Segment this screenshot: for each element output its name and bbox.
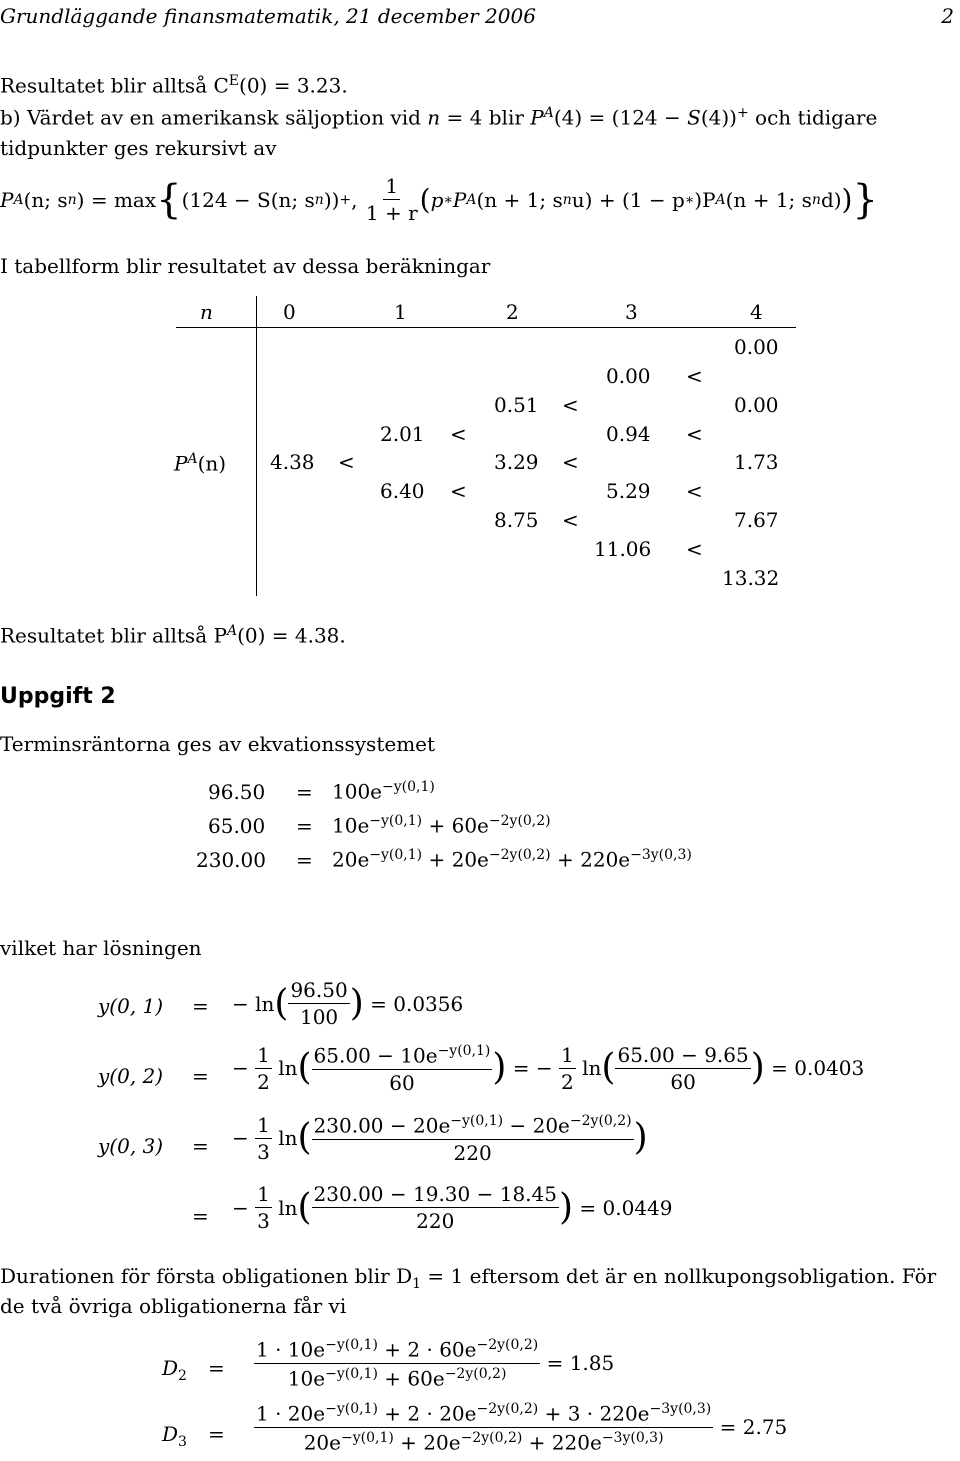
part-b-line1: b) Värdet av en amerikansk säljoption vid n = 4 blir $P^A(4) = (124 - S(4))^+$ och tidigare [0, 105, 878, 130]
table-col-3: 3 [625, 300, 638, 324]
result-call-sup: E [228, 73, 240, 89]
table-lt: < [686, 479, 703, 503]
table-lt: < [686, 422, 703, 446]
solution-3: − $\frac{1}{3}$ ln ( $\frac{230.00 - 20e^{-y(0,1)} - 20e^{-2y(0,2)}}{220}$ ) [232, 1112, 648, 1165]
formula-inner2-tail: (n + 1; s [725, 187, 812, 212]
solution-intro: vilket har lösningen [0, 936, 202, 960]
table-col-4: 4 [750, 300, 763, 324]
formula-inner2-end: d) [820, 187, 842, 212]
formula-inner1-tail: u) + (1 − p [571, 187, 685, 212]
running-header-title: Grundläggande finansmatematik, 21 december 2006 [0, 4, 536, 28]
table-lt: < [562, 393, 579, 417]
equation-row: $230.00 = 20e^{-y(0,1)} + 20e^{-2y(0,2)} + 220e^{-3y(0,3)}$ [196, 847, 692, 872]
part-b-mid: = 4 blir [440, 105, 531, 130]
table-value: 11.06 [594, 537, 652, 561]
table-value: 1.73 [734, 450, 779, 474]
result-put-text: Resultatet blir alltså P [0, 623, 227, 648]
solution-eq: = [192, 1134, 209, 1158]
result-put-paragraph [0, 624, 346, 646]
formula-term1: (124 − S(n; s [181, 187, 315, 212]
table-value: 8.75 [494, 508, 539, 532]
result-put-sup: A [226, 623, 238, 639]
part-b-line2: tidpunkter ges rekursivt av [0, 136, 277, 160]
solution-eq: = [192, 994, 209, 1018]
table-lt: < [562, 508, 579, 532]
table-intro: I tabellform blir resultatet av dessa beräkningar [0, 254, 491, 278]
table-header-rule [176, 327, 796, 328]
result-call-tail: (0) = 3.23. [239, 73, 348, 98]
table-lt: < [450, 479, 467, 503]
page-number: 2 [941, 4, 954, 28]
duration-eq: = [208, 1422, 225, 1446]
discount-fraction: $\frac{1}{1 + r}$ [365, 174, 418, 225]
table-lt: < [338, 450, 355, 474]
table-row-label: n [200, 300, 213, 324]
formula-inner1: (n + 1; s [476, 187, 563, 212]
part-b-end: och tidigare [748, 105, 878, 130]
duration-d3-label: $D_3$ [162, 1422, 187, 1450]
table-lt: < [562, 450, 579, 474]
formula-inner2: )P [694, 187, 716, 212]
forward-rates-intro: Terminsräntorna ges av ekvationssystemet [0, 732, 436, 756]
duration-d2-formula: $\frac{1 \cdot 10e^{-y(0,1)} + 2 \cdot 60e^{-2y(0,2)}}{10e^{-y(0,1)} + 60e^{-2y(0,2)}}$ = 1.85 [256, 1337, 615, 1391]
table-value: 4.38 [270, 450, 315, 474]
part-b-text: b) Värdet av en amerikansk säljoption vid [0, 105, 428, 130]
table-value: 7.67 [734, 508, 779, 532]
solution-var: y(0, 3) [98, 1134, 164, 1158]
duration-eq: = [208, 1356, 225, 1380]
table-lt: < [686, 537, 703, 561]
table-value: 5.29 [606, 479, 651, 503]
result-put-tail: (0) = 4.38. [237, 623, 346, 648]
solution-eq: = [192, 1064, 209, 1088]
recursion-formula: P A (n; s n ) = max { (124 − S(n; s n )) + , $\frac{1}{1 + r}$ ( p ∗ P A (n + 1; s n u) + (1 − p ∗ )P A (n + 1; s n d) ) } [0, 174, 878, 225]
solution-eq: = [192, 1204, 209, 1228]
duration-d3-formula: $\frac{1 \cdot 20e^{-y(0,1)} + 2 \cdot 20e^{-2y(0,2)} + 3 \cdot 220e^{-3y(0,3)}}{20e^{-y(0,1)} + 20e^{-2y(0,2)} + 220e^{-3y(0,3)}}$ = 2.75 [256, 1401, 788, 1455]
table-col-2: 2 [506, 300, 519, 324]
duration-paragraph-line2: de två övriga obligationerna får vi [0, 1294, 347, 1318]
solution-1: − ln ( $\frac{96.50}{100}$ ) = 0.0356 [232, 978, 464, 1029]
equation-row: $65.00 = 10e^{-y(0,1)} + 60e^{-2y(0,2)}$ [208, 813, 551, 838]
solution-var: y(0, 2) [98, 1064, 164, 1088]
formula-lhs-tail: ) = max [76, 187, 157, 212]
section-heading: Uppgift 2 [0, 684, 116, 709]
duration-paragraph-line1: Durationen för första obligationen blir $D_1 = 1$ eftersom det är en nollkupongsobligation. För [0, 1264, 937, 1292]
table-value: 0.00 [734, 393, 779, 417]
equation-row: $96.50 = 100e^{-y(0,1)}$ [208, 779, 435, 804]
table-lt: < [686, 364, 703, 388]
formula-term1-tail: )) [323, 187, 340, 212]
table-col-0: 0 [283, 300, 296, 324]
table-y-label: $P^A(n)$ [174, 451, 227, 476]
table-value: 3.29 [494, 450, 539, 474]
table-vertical-rule [256, 296, 257, 596]
duration-d2-label: $D_2$ [162, 1356, 187, 1384]
result-call-text: Resultatet blir alltså C [0, 73, 229, 98]
table-value: 2.01 [380, 422, 425, 446]
table-value: 0.51 [494, 393, 539, 417]
table-value: 0.00 [734, 335, 779, 359]
result-call-paragraph [0, 74, 348, 96]
table-value: 13.32 [722, 566, 780, 590]
table-value: 6.40 [380, 479, 425, 503]
formula-lhs: (n; s [23, 187, 68, 212]
table-lt: < [450, 422, 467, 446]
table-col-1: 1 [394, 300, 407, 324]
solution-2: − $\frac{1}{2}$ ln ( $\frac{65.00 - 10e^{-y(0,1)}}{60}$ ) = − $\frac{1}{2}$ ln ( $\frac{65.00 - 9.65}{60}$ ) = 0.0403 [232, 1042, 865, 1095]
part-b-mid2: (4) = (124 − [553, 105, 688, 130]
solution-var: y(0, 1) [98, 994, 164, 1018]
table-value: 0.00 [606, 364, 651, 388]
part-b-tail: (4)) [700, 105, 737, 130]
solution-3b: − $\frac{1}{3}$ ln ( $\frac{230.00 - 19.30 - 18.45}{220}$ ) = 0.0449 [232, 1182, 673, 1233]
table-value: 0.94 [606, 422, 651, 446]
